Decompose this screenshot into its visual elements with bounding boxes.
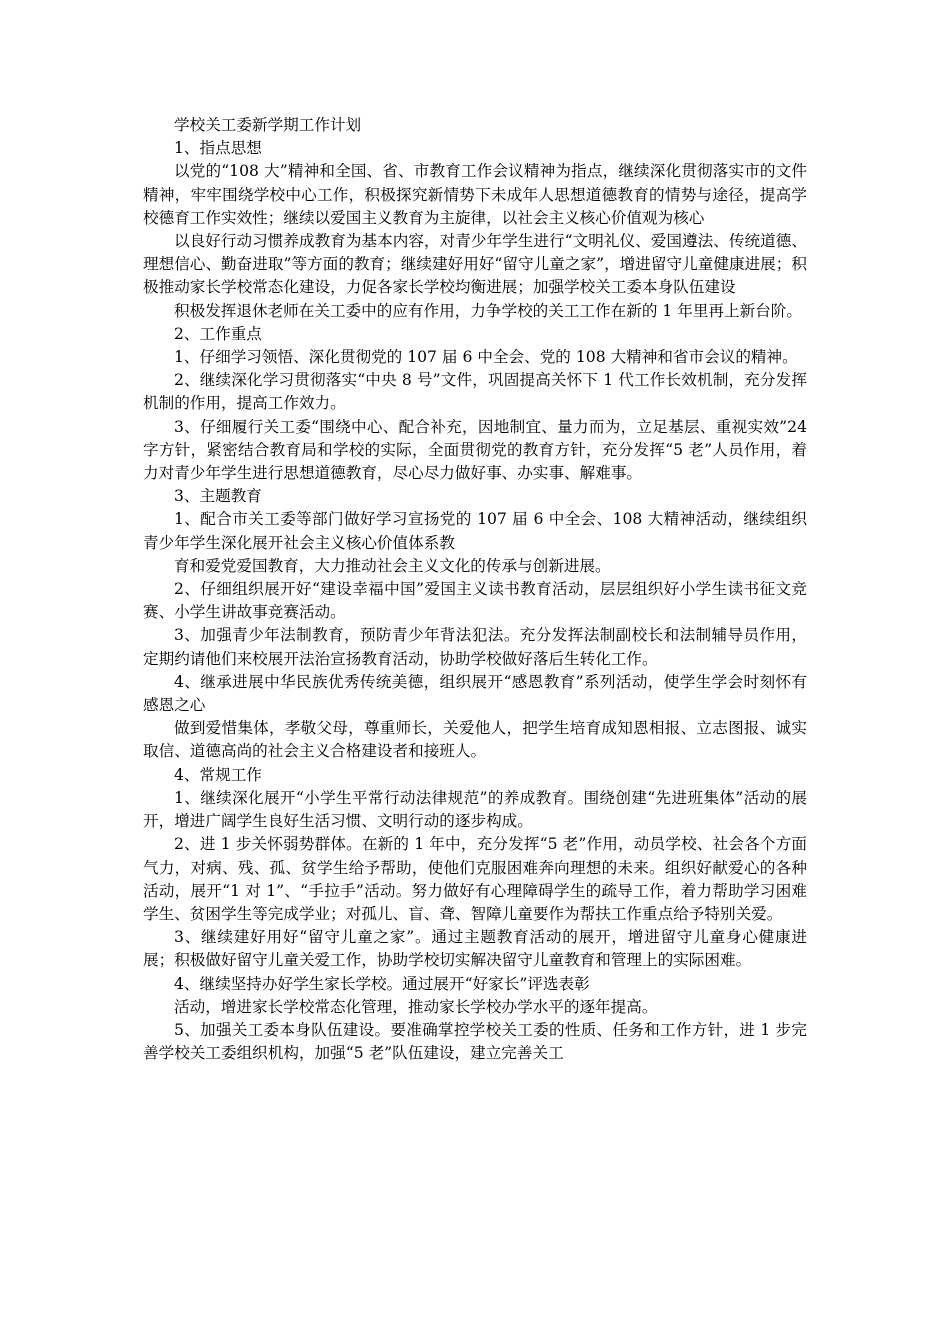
- section-heading-theme-education: 3、主题教育: [174, 487, 262, 506]
- section-heading-work-focus: 2、工作重点: [174, 324, 262, 343]
- paragraph: 3、继续建好用好“留守儿童之家”。通过主题教育活动的展开，增进留守儿童身心健康进展；积极做好留守儿童关爱工作，协助学校切实解决留守儿童教育和管理上的实际困难。: [143, 928, 807, 970]
- paragraph: 3、加强青少年法制教育，预防青少年背法犯法。充分发挥法制副校长和法制辅导员作用，定期约请他们来校展开法治宣扬教育活动，协助学校做好落后生转化工作。: [143, 626, 807, 668]
- section-heading-routine-work: 4、常规工作: [174, 765, 262, 784]
- paragraph: 以良好行动习惯养成教育为基本内容，对青少年学生进行“文明礼仪、爱国遵法、传统道德、理想信心、勤奋进取”等方面的教育；继续建好用好“留守儿童之家”，增进留守儿童健康进展；积极推动家长学校常态化建设，力促各家长学校均衡进展；加强学校关工委本身队伍建设: [143, 232, 807, 297]
- paragraph: 4、继续坚持办好学生家长学校。通过展开“好家长”评选表彰: [174, 974, 590, 993]
- paragraph: 4、继承进展中华民族优秀传统美德，组织展开“感恩教育”系列活动，使学生学会时刻怀有感恩之心: [143, 672, 807, 715]
- paragraph: 2、进 1 步关怀弱势群体。在新的 1 年中，充分发挥“5 老”作用，动员学校、社会各个方面气力，对病、残、孤、贫学生给予帮助，使他们克服困难奔向理想的未来。组织好献爱心的各种活动，展开“1 对 1”、“手拉手”活动。努力做好有心理障碍学生的疏导工作，着力帮助学习困难学生、贫困学生等完成学业；对孤儿、盲、聋、智障儿童要作为帮扶工作重点给予特别关爱。: [143, 835, 807, 923]
- document-body: [143, 114, 807, 1065]
- paragraph: 以党的“108 大”精神和全国、省、市教育工作会议精神为指点，继续深化贯彻落实市的文件精神，牢牢围绕学校中心工作，积极探究新情势下未成年人思想道德教育的情势与途径，提高学校德育工作实效性；继续以爱国主义教育为主旋律，以社会主义核心价值观为核心: [143, 162, 807, 227]
- document-title: 学校关工委新学期工作计划: [174, 116, 362, 134]
- paragraph: 1、仔细学习领悟、深化贯彻党的 107 届 6 中全会、党的 108 大精神和省市会议的精神。: [174, 348, 798, 367]
- section-heading-guiding-thought: 1、指点思想: [174, 139, 262, 158]
- paragraph: 5、加强关工委本身队伍建设。要准确掌控学校关工委的性质、任务和工作方针，进 1 步完善学校关工委组织机构，加强“5 老”队伍建设，建立完善关工: [143, 1020, 807, 1063]
- paragraph: 活动，增进家长学校常态化管理，推动家长学校办学水平的逐年提高。: [174, 997, 658, 1016]
- paragraph: 育和爱党爱国教育，大力推动社会主义文化的传承与创新进展。: [174, 556, 611, 575]
- paragraph: 2、仔细组织展开好“建设幸福中国”爱国主义读书教育活动，层层组织好小学生读书征文竞赛、小学生讲故事竞赛活动。: [143, 580, 807, 622]
- paragraph: 3、仔细履行关工委“围绕中心、配合补充，因地制宜、量力而为，立足基层、重视实效”24 字方针，紧密结合教育局和学校的实际，全面贯彻党的教育方针，充分发挥“5 老”人员作用，着力对青少年学生进行思想道德教育，尽心尽力做好事、办实事、解难事。: [143, 417, 807, 483]
- paragraph: 积极发挥退休老师在关工委中的应有作用，力争学校的关工工作在新的 1 年里再上新台阶。: [174, 301, 802, 320]
- paragraph: 做到爱惜集体，孝敬父母，尊重师长，关爱他人，把学生培育成知恩相报、立志图报、诚实取信、道德高尚的社会主义合格建设者和接班人。: [143, 719, 807, 761]
- paragraph: 1、继续深化展开“小学生平常行动法律规范”的养成教育。围绕创建“先进班集体”活动的展开，增进广阔学生良好生活习惯、文明行动的逐步构成。: [143, 788, 807, 831]
- paragraph: 1、配合市关工委等部门做好学习宣扬党的 107 届 6 中全会、108 大精神活动，继续组织青少年学生深化展开社会主义核心价值体系教: [143, 510, 807, 552]
- paragraph: 2、继续深化学习贯彻落实“中央 8 号”文件，巩固提高关怀下 1 代工作长效机制，充分发挥机制的作用，提高工作效力。: [143, 371, 807, 413]
